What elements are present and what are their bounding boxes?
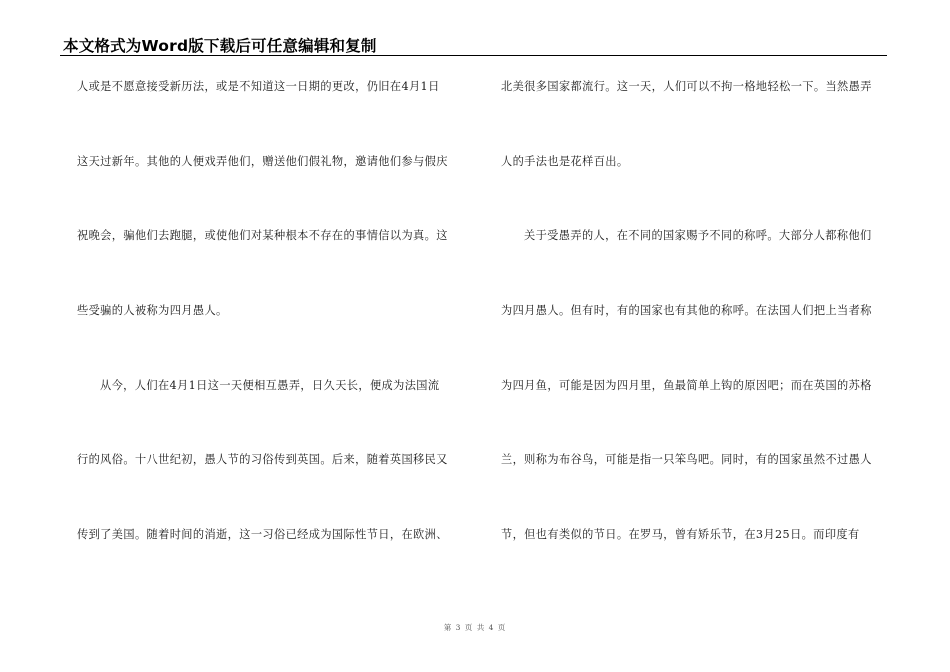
page-number-footer: 第 3 页 共 4 页 bbox=[443, 623, 507, 632]
header-divider bbox=[60, 55, 887, 56]
text-line: 从今，人们在4月1日这一天便相互愚弄，日久天长，便成为法国流 bbox=[100, 378, 440, 392]
text-line: 人或是不愿意接受新历法，或是不知道这一日期的更改，仍旧在4月1日 bbox=[77, 80, 440, 93]
text-line: 这天过新年。其他的人便戏弄他们，赠送他们假礼物，邀请他们参与假庆 bbox=[77, 154, 448, 168]
document-header-title: 本文格式为Word版下载后可任意编辑和复制 bbox=[63, 37, 377, 55]
text-line: 人的手法也是花样百出。 bbox=[501, 154, 629, 168]
text-line: 传到了美国。随着时间的消逝，这一习俗已经成为国际性节日，在欧洲、 bbox=[77, 528, 448, 542]
text-line: 关于受愚弄的人，在不同的国家赐予不同的称呼。大部分人都称他们 bbox=[524, 229, 872, 243]
text-line: 北美很多国家都流行。这一天，人们可以不拘一格地轻松一下。当然愚弄 bbox=[501, 80, 872, 93]
text-line: 兰，则称为布谷鸟，可能是指一只笨鸟吧。同时，有的国家虽然不过愚人 bbox=[501, 453, 872, 467]
text-line: 行的风俗。十八世纪初，愚人节的习俗传到英国。后来，随着英国移民又 bbox=[77, 453, 448, 467]
text-line: 节，但也有类似的节日。在罗马，曾有矫乐节，在3月25日。而印度有 bbox=[501, 528, 860, 542]
text-line: 为四月鱼，可能是因为四月里，鱼最简单上钩的原因吧；而在英国的苏格 bbox=[501, 378, 872, 392]
text-line: 祝晚会，骗他们去跑腿，或使他们对某种根本不存在的事情信以为真。这 bbox=[77, 229, 448, 243]
text-line: 为四月愚人。但有时，有的国家也有其他的称呼。在法国人们把上当者称 bbox=[501, 304, 872, 318]
text-line: 些受骗的人被称为四月愚人。 bbox=[77, 304, 228, 318]
left-text-column bbox=[77, 80, 467, 603]
right-text-column bbox=[501, 80, 891, 603]
